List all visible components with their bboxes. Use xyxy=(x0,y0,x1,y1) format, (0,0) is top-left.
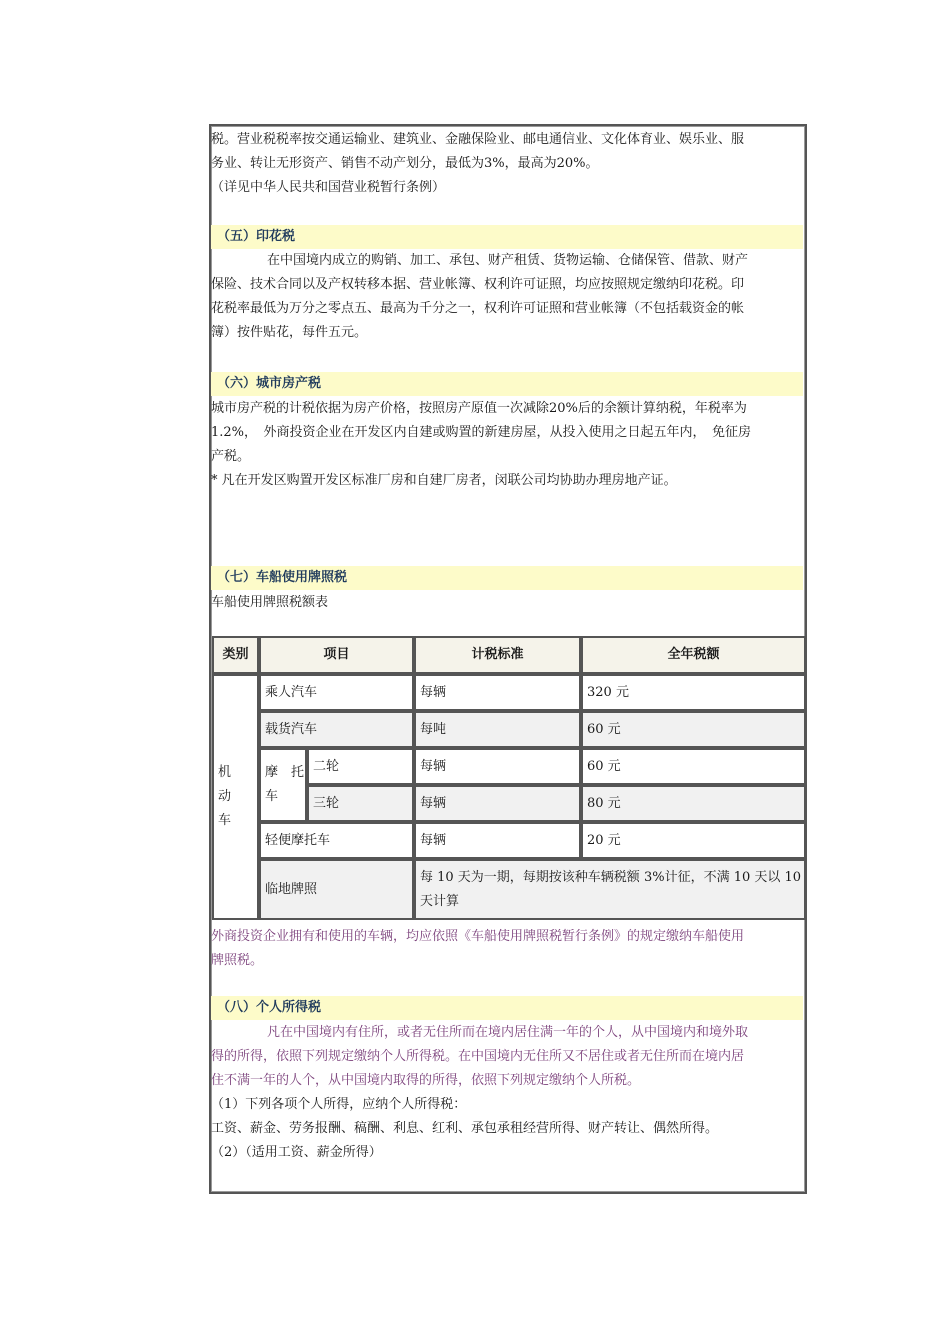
category-label: 机 动 车 xyxy=(218,765,245,828)
paragraph-line: 外商投资企业拥有和使用的车辆，均应依照《车船使用牌照税暂行条例》的规定缴纳车船使用 xyxy=(211,929,745,944)
table-cell-item: 二轮 xyxy=(307,748,414,785)
table-cell-standard: 每辆 xyxy=(414,822,581,859)
table-cell-item: 乘人汽车 xyxy=(259,674,414,711)
table-cell-item: 三轮 xyxy=(307,785,414,822)
category-motor-vehicle xyxy=(212,674,259,920)
paragraph-line: 牌照税。 xyxy=(211,953,264,968)
paragraph-line: 保险、技术合同以及产权转移本据、营业帐簿、权利许可证照，均应按照规定缴纳印花税。印 xyxy=(211,277,745,292)
section-heading-stamp-tax: （五）印花税 xyxy=(211,225,803,249)
table-header-standard: 计税标准 xyxy=(414,636,581,674)
income-tax-paragraph xyxy=(211,1021,803,1165)
stamp-tax-paragraph xyxy=(211,249,803,345)
table-cell-standard: 每辆 xyxy=(414,748,581,785)
table-cell-standard: 每辆 xyxy=(414,674,581,711)
table-header-amount: 全年税额 xyxy=(581,636,806,674)
paragraph-line: 花税率最低为万分之零点五、最高为千分之一，权利许可证照和营业帐簿（不包括载资金的帐 xyxy=(211,301,745,316)
intro-line: 税。营业税税率按交通运输业、建筑业、金融保险业、邮电通信业、文化体育业、娱乐业、服 xyxy=(211,132,745,147)
intro-note: （详见中华人民共和国营业税暂行条例） xyxy=(211,180,446,195)
income-item-1-detail: 工资、薪金、劳务报酬、稿酬、利息、红利、承包承租经营所得、财产转让、偶然所得。 xyxy=(211,1121,719,1136)
paragraph-line: 产税。 xyxy=(211,449,251,464)
table-cell-standard: 每辆 xyxy=(414,785,581,822)
property-tax-paragraph xyxy=(211,397,803,493)
paragraph-line: 凡在中国境内有住所，或者无住所而在境内居住满一年的个人，从中国境内和境外取 xyxy=(267,1025,749,1040)
table-header-item: 项目 xyxy=(259,636,414,674)
section-heading-vehicle-tax: （七）车船使用牌照税 xyxy=(211,566,803,590)
paragraph-line: 住不满一年的人个，从中国境内取得的所得，依照下列规定缴纳个人所税。 xyxy=(211,1073,641,1088)
paragraph-line: 得的所得，依照下列规定缴纳个人所得税。在中国境内无住所又不居住或者无住所而在境内居 xyxy=(211,1049,745,1064)
table-cell-item: 轻便摩托车 xyxy=(259,822,414,859)
intro-paragraph xyxy=(211,128,803,200)
paragraph-line: 簿）按件贴花，每件五元。 xyxy=(211,325,368,340)
paragraph-line: 1.2%， 外商投资企业在开发区内自建或购置的新建房屋，从投入使用之日起五年内， 免征房 xyxy=(211,425,752,440)
table-header-category: 类别 xyxy=(212,636,259,674)
table-cell-amount: 320 元 xyxy=(581,674,806,711)
table-cell-standard: 每吨 xyxy=(414,711,581,748)
property-tax-note: * 凡在开发区购置开发区标准厂房和自建厂房者，闵联公司均协助办理房地产证。 xyxy=(211,473,677,488)
table-caption: 车船使用牌照税额表 xyxy=(211,595,329,610)
intro-line: 务业、转让无形资产、销售不动产划分，最低为3%，最高为20%。 xyxy=(211,156,599,171)
table-cell-standard-merged: 每 10 天为一期，每期按该种车辆税额 3%计征，不满 10 天以 10 天计算 xyxy=(414,859,806,920)
table-cell-item: 载货汽车 xyxy=(259,711,414,748)
paragraph-line: 城市房产税的计税依据为房产价格，按照房产原值一次减除20%后的余额计算纳税，年税率为 xyxy=(211,401,747,416)
table-cell-item: 临地牌照 xyxy=(259,859,414,920)
section-heading-income-tax: （八）个人所得税 xyxy=(211,996,803,1020)
table-cell-amount: 80 元 xyxy=(581,785,806,822)
vehicle-tax-table xyxy=(212,636,806,920)
motorcycle-group xyxy=(259,748,318,822)
income-item-2: （2）（适用工资、薪金所得） xyxy=(211,1145,382,1160)
section-heading-property-tax: （六）城市房产税 xyxy=(211,372,803,396)
table-cell-amount: 60 元 xyxy=(581,748,806,785)
vehicle-tax-note xyxy=(211,925,803,973)
income-item-1: （1）下列各项个人所得，应纳个人所得税： xyxy=(211,1097,467,1112)
motorcycle-group-label: 摩 托 车 xyxy=(265,765,318,804)
paragraph-line: 在中国境内成立的购销、加工、承包、财产租赁、货物运输、仓储保管、借款、财产 xyxy=(267,253,749,268)
table-cell-amount: 60 元 xyxy=(581,711,806,748)
table-cell-amount: 20 元 xyxy=(581,822,806,859)
